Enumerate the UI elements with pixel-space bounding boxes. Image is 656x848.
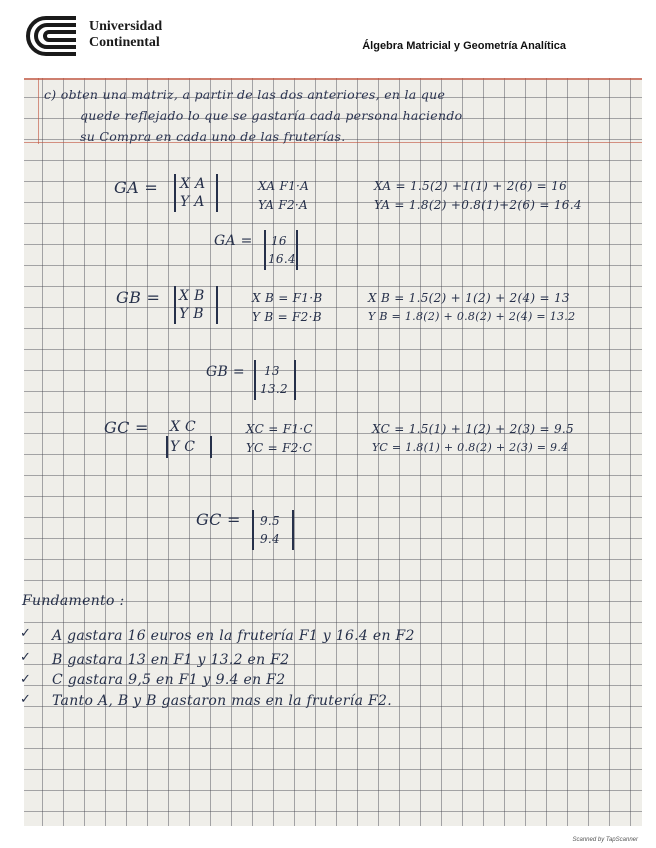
- ga-result-row-1: 16: [271, 234, 287, 248]
- university-logo-icon: [26, 14, 84, 58]
- gc-calc-row-1: XC = 1.5(1) + 1(2) + 2(3) = 9.5: [372, 422, 574, 436]
- gc-result-row-2: 9.4: [260, 532, 280, 546]
- gc-result-bar-left: [252, 510, 254, 550]
- top-margin-line: [24, 78, 642, 80]
- gc-calc-row-2: YC = 1.8(1) + 0.8(2) + 2(3) = 9.4: [372, 441, 569, 454]
- notebook-sheet: [20, 78, 642, 826]
- gc-matrix-row-1: X C: [170, 419, 197, 435]
- gc-result-label: GC =: [196, 510, 241, 529]
- ga-result-row-2: 16.4: [268, 252, 296, 266]
- gc-eq-row-1: XC = F1·C: [246, 422, 313, 436]
- gc-result-bar-right: [292, 510, 294, 550]
- gc-matrix-row-2: Y C: [170, 439, 196, 455]
- check-mark-icon: ✓: [20, 626, 31, 641]
- ga-result-bar-left: [264, 230, 266, 270]
- university-line-1: Universidad: [89, 19, 163, 34]
- fundamento-title: Fundamento :: [22, 593, 125, 609]
- university-name: [89, 19, 162, 51]
- check-mark-icon: ✓: [20, 672, 31, 687]
- fundamento-line-3: C gastara 9,5 en F1 y 9.4 en F2: [52, 672, 286, 688]
- gb-calc-row-2: Y B = 1.8(2) + 0.8(2) + 2(4) = 13.2: [368, 310, 576, 323]
- gb-calc-row-1: X B = 1.5(2) + 1(2) + 2(4) = 13: [368, 291, 570, 305]
- gb-label: GB =: [116, 288, 161, 307]
- university-line-2: Continental: [89, 35, 160, 50]
- left-margin-line: [38, 78, 39, 144]
- gc-matrix-bar-left: [166, 436, 168, 458]
- gb-eq-row-1: X B = F1·B: [252, 291, 323, 305]
- intro-line-3: su Compra en cada uno de las fruterías.: [80, 129, 346, 144]
- check-mark-icon: ✓: [20, 650, 31, 665]
- ga-eq-row-2: YA F2·A: [258, 198, 309, 212]
- fundamento-line-2: B gastara 13 en F1 y 13.2 en F2: [52, 652, 290, 668]
- page-header: [0, 0, 656, 76]
- ga-calc-row-1: XA = 1.5(2) +1(1) + 2(6) = 16: [374, 179, 568, 193]
- gb-result-bar-right: [294, 360, 296, 400]
- gb-eq-row-2: Y B = F2·B: [252, 310, 322, 324]
- gb-result-row-2: 13.2: [260, 382, 288, 396]
- intro-line-1: c) obten una matriz, a partir de las dos anteriores, en la que: [44, 87, 446, 102]
- ga-matrix-row-1: X A: [180, 176, 206, 192]
- gb-result-row-1: 13: [264, 364, 280, 378]
- ga-matrix-row-2: Y A: [180, 194, 205, 210]
- ga-label: GA =: [114, 178, 159, 197]
- check-mark-icon: ✓: [20, 692, 31, 707]
- gc-matrix-bar-right: [210, 436, 212, 458]
- gb-result-label: GB =: [206, 364, 245, 380]
- gc-eq-row-2: YC = F2·C: [246, 441, 313, 455]
- gb-matrix-row-2: Y B: [179, 306, 204, 322]
- ga-calc-row-2: YA = 1.8(2) +0.8(1)+2(6) = 16.4: [374, 198, 582, 212]
- gb-result-bar-left: [254, 360, 256, 400]
- gc-result-row-1: 9.5: [260, 514, 280, 528]
- scanner-watermark: Scanned by TapScanner: [572, 837, 638, 843]
- course-title: Álgebra Matricial y Geometría Analítica: [362, 40, 566, 52]
- fundamento-line-4: Tanto A, B y B gastaron mas en la frutería F2.: [52, 693, 392, 709]
- ga-result-label: GA =: [214, 233, 253, 249]
- fundamento-line-1: A gastara 16 euros en la frutería F1 y 16.4 en F2: [52, 628, 415, 644]
- ga-result-bar-right: [296, 230, 298, 270]
- gb-matrix-row-1: X B: [179, 288, 205, 304]
- gc-label: GC =: [104, 418, 149, 437]
- ga-eq-row-1: XA F1·A: [258, 179, 310, 193]
- intro-line-2: quede reflejado lo que se gastaría cada persona haciendo: [80, 108, 463, 123]
